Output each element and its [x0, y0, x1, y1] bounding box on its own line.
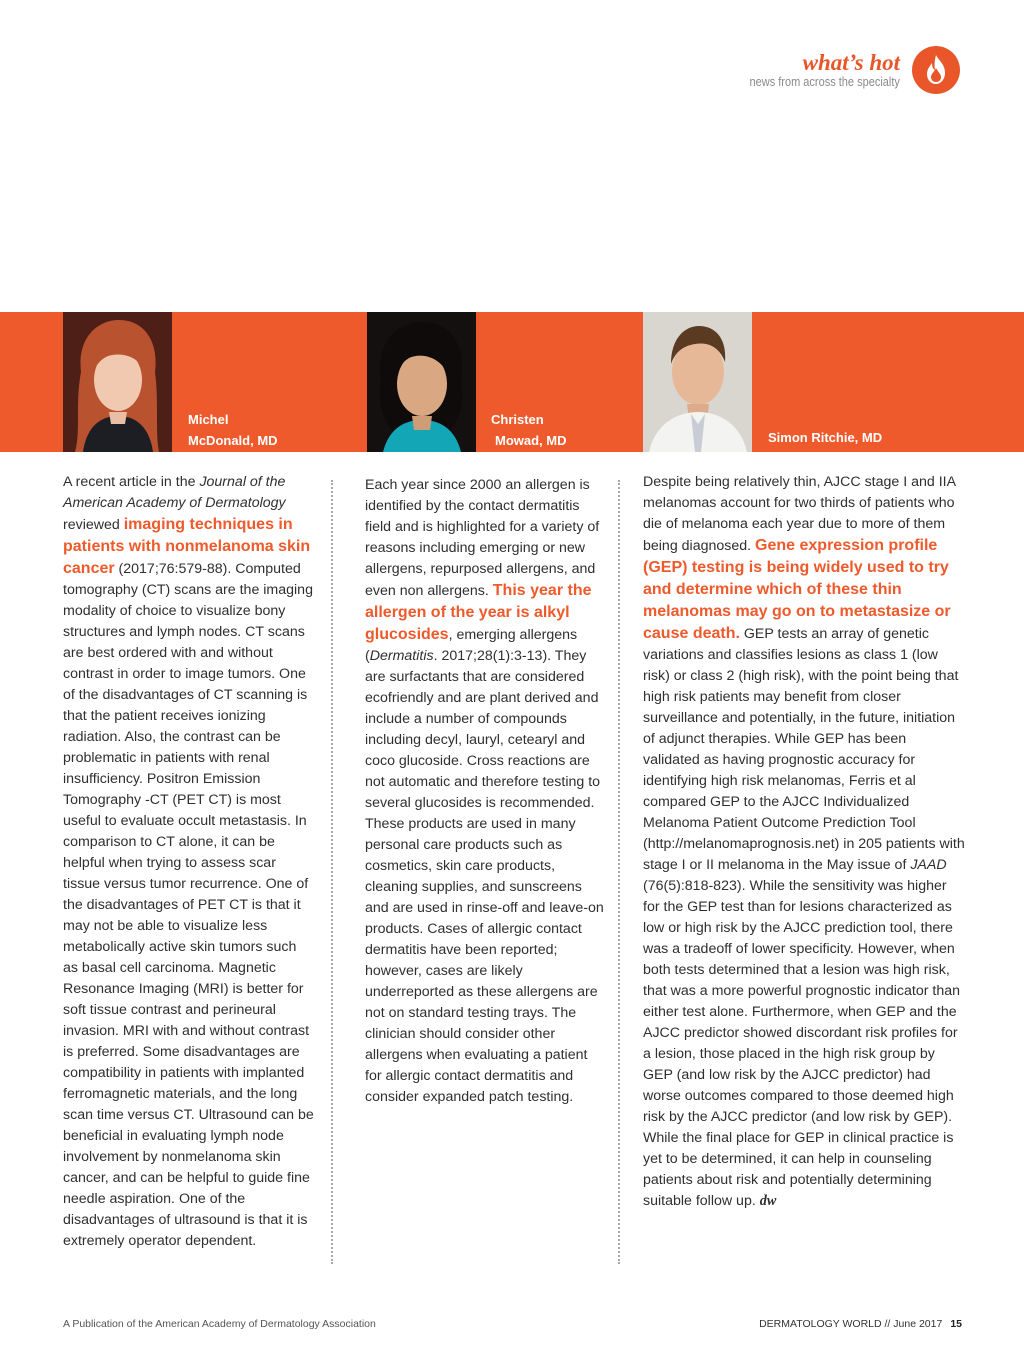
column-divider	[618, 480, 620, 1264]
issue-label: DERMATOLOGY WORLD // June 2017	[759, 1318, 943, 1330]
profile-first-name: Christen	[491, 412, 544, 427]
page-number: 15	[950, 1318, 962, 1330]
article-text	[63, 472, 315, 1252]
publication-credit: A Publication of the American Academy of Dermatology Association	[63, 1318, 376, 1330]
text-run: (76(5):818-823). While the sensitivity was higher for the GEP test than for lesions characterized as low or high risk by the AJCC prediction tool, there was a tradeoff of lower specificity. However, when both tests determined that a lesion was high risk, that was a more powerful prognostic indicator than either test alone. Furthermore, when GEP and the AJCC predictor showed discordant risk profiles for a lesion, those placed in the high risk group by GEP (and low risk by the AJCC predictor) had worse outcomes compared to those deemed high risk by the AJCC predictor (and low risk by GEP). While the final place for GEP in clinical practice is yet to be determined, it can help in counseling patients about risk and potentially determining suitable follow up.	[643, 878, 961, 1209]
issue-info	[759, 1318, 962, 1330]
article-column-imaging	[63, 472, 315, 1252]
profile-last-name: Mowad, MD	[495, 433, 567, 448]
section-title: what’s hot	[802, 50, 900, 75]
highlight-phrase: This year the allergen of the year is alkyl glucosides	[365, 582, 592, 643]
highlight-phrase: imaging techniques in patients with nonmelanoma skin cancer	[63, 516, 311, 577]
portrait-christen-mowad	[367, 312, 476, 452]
journal-title: Journal of the American Academy of Dermatology	[63, 474, 286, 511]
article-column-melanoma	[643, 472, 965, 1212]
article-column-allergen	[365, 475, 605, 1108]
section-subtitle: news from across the specialty	[749, 75, 900, 89]
article-text	[365, 475, 605, 1108]
profile-name-christen-mowad	[491, 409, 567, 451]
text-run: . 2017;28(1):3-13). They are surfactants that are considered ecofriendly and are plant derived and include a number of compounds including decyl, lauryl, cetearyl and coco glucoside. Cross reactions are not automatic and therefore testing to several glucosides is recommended. These products are used in many personal care products such as cosmetics, skin care products, cleaning supplies, and sunscreens and are used in rinse-off and leave-on products. Cases of allergic contact dermatitis have been reported; however, cases are likely underreported as these allergens are not on standard testing trays. The clinician should consider other allergens when evaluating a patient for allergic contact dermatitis and consider expanded patch testing.	[365, 648, 604, 1105]
text-run: , emerging allergens (	[365, 627, 578, 664]
highlight-phrase: Gene expression profile (GEP) testing is being widely used to try and determine which of these thin melanomas may go on to metastasize or cause death.	[643, 537, 951, 642]
text-run: Each year since 2000 an allergen is identified by the contact dermatitis field and is highlighted for a variety of reasons including emerging or new allergens, repurposed allergens, and even non allergens.	[365, 477, 600, 599]
profile-name-simon-ritchie: Simon Ritchie, MD	[768, 430, 883, 445]
end-mark: dw	[759, 1193, 777, 1209]
profile-last-name: McDonald, MD	[188, 433, 278, 448]
column-divider	[331, 480, 333, 1264]
text-run: Despite being relatively thin, AJCC stage I and IIA melanomas account for two thirds of patients who die of melanoma each year due to more of them being diagnosed.	[643, 474, 956, 554]
profile-first-name: Michel	[188, 412, 229, 427]
flame-icon	[912, 46, 960, 94]
text-run: reviewed	[63, 517, 124, 533]
journal-title: JAAD	[910, 857, 947, 873]
profile-name-michel-mcdonald	[188, 409, 278, 451]
article-text	[643, 472, 965, 1212]
text-run: A recent article in the	[63, 474, 200, 490]
journal-title: Dermatitis	[369, 648, 434, 664]
text-run: (2017;76:579-88). Computed tomography (CT) scans are the imaging modality of choice to visualize bony structures and lymph nodes. CT scans are best ordered with and without contrast in order to image tumors. One of the disadvantages of CT scanning is that the patient receives ionizing radiation. Also, the contrast can be problematic in patients with renal insufficiency. Positron Emission Tomography -CT (PET CT) is most useful to evaluate occult metastasis. In comparison to CT alone, it can be helpful when trying to assess scar tissue versus tumor recurrence. One of the disadvantages of PET CT is that it may not be able to visualize less metabolically active skin tumors such as basal cell carcinoma. Magnetic Resonance Imaging (MRI) is better for soft tissue contrast and perineural invasion. MRI with and without contrast is preferred. Some disadvantages are compatibility in patients with implanted ferromagnetic materials, and the long scan time versus CT. Ultrasound can be beneficial in evaluating lymph node involvement by nonmelanoma skin cancer, and can be helpful to guide fine needle aspiration. One of the disadvantages of ultrasound is that it is extremely operator dependent.	[63, 561, 314, 1249]
portrait-simon-ritchie	[643, 312, 752, 452]
text-run: GEP tests an array of genetic variations and classifies lesions as class 1 (low risk) or class 2 (high risk), with the point being that high risk patients may benefit from closer surveillance and potentially, in the future, initiation of adjunct therapies. While GEP has been validated as having prognostic accuracy for identifying high risk melanomas, Ferris et al compared GEP to the AJCC Individualized Melanoma Patient Outcome Prediction Tool (http://melanomaprognosis.net) in 205 patients with stage I or II melanoma in the May issue of	[643, 626, 965, 873]
portrait-michel-mcdonald	[63, 312, 172, 452]
